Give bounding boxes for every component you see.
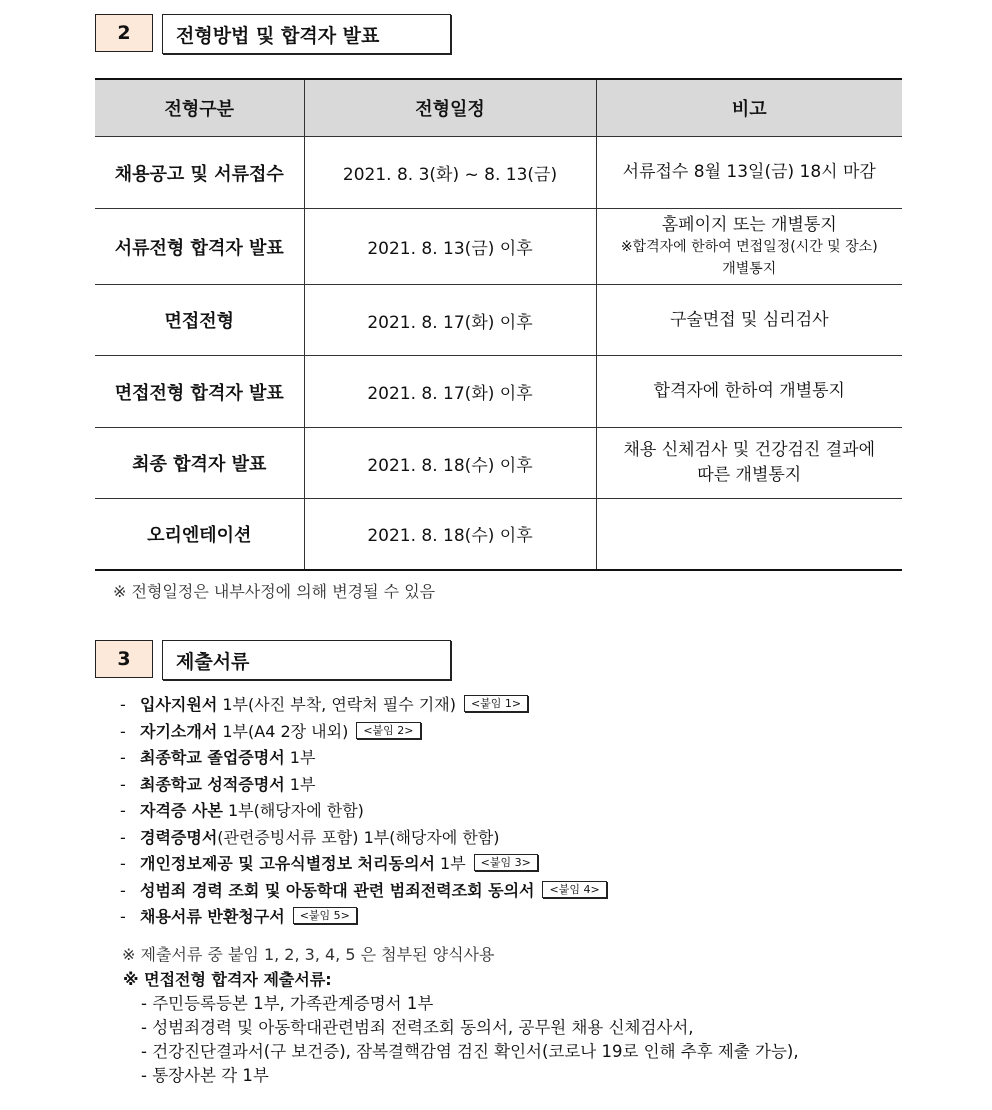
section-2-number: 2	[95, 14, 153, 52]
column-header-schedule: 전형일정	[304, 79, 596, 137]
list-item: - 성범죄경력 및 아동학대관련범죄 전력조회 동의서, 공무원 채용 신체검사서,	[141, 1018, 694, 1037]
table-row	[95, 209, 902, 285]
section-3-number: 3	[95, 640, 153, 678]
attachment-tag: <붙임 4>	[542, 881, 606, 898]
attachment-tag: <붙임 5>	[293, 907, 357, 924]
document-detail: 1부	[284, 774, 316, 794]
list-bullet: -	[120, 854, 126, 873]
list-item	[120, 878, 607, 905]
document-name: 개인정보제공 및 고유식별정보 처리동의서	[140, 854, 435, 873]
row-note-line: 채용 신체검사 및 건강검진 결과에	[623, 440, 876, 460]
row-category: 면접전형 합격자 발표	[95, 356, 304, 428]
column-header-category: 전형구분	[95, 79, 304, 137]
interview-documents-title: ※ 면접전형 합격자 제출서류:	[123, 970, 332, 989]
row-category: 최종 합격자 발표	[95, 428, 304, 499]
list-item	[120, 719, 607, 746]
row-schedule: 2021. 8. 13(금) 이후	[304, 209, 596, 285]
list-item	[120, 825, 607, 852]
document-name: 자격증 사본	[140, 801, 223, 820]
list-bullet: -	[120, 774, 126, 794]
attachment-note: ※ 제출서류 중 붙임 1, 2, 3, 4, 5 은 첨부된 양식사용	[122, 945, 495, 964]
row-note	[596, 209, 902, 285]
list-item	[120, 745, 607, 772]
row-category: 서류전형 합격자 발표	[95, 209, 304, 285]
required-documents-list	[120, 692, 607, 931]
document-detail: 1부(A4 2장 내외)	[217, 721, 349, 741]
document-detail: 1부(해당자에 한함)	[222, 801, 364, 820]
document-name: 입사지원서	[140, 695, 218, 714]
list-bullet: -	[120, 748, 126, 767]
document-detail: 1부	[434, 854, 466, 873]
section-2-title: 전형방법 및 합격자 발표	[162, 14, 451, 54]
row-note-line: 따른 개별통지	[697, 465, 802, 485]
attachment-tag: <붙임 2>	[356, 722, 420, 739]
list-bullet: -	[120, 907, 126, 926]
list-bullet: -	[120, 721, 126, 741]
list-item: - 주민등록등본 1부, 가족관계증명서 1부	[141, 994, 434, 1013]
section-3-title: 제출서류	[162, 640, 451, 680]
attachment-tag: <붙임 1>	[464, 695, 528, 712]
list-item: - 건강진단결과서(구 보건증), 잠복결핵감염 검진 확인서(코로나 19로 인해 추후 제출 가능),	[141, 1042, 799, 1061]
row-schedule: 2021. 8. 18(수) 이후	[304, 428, 596, 499]
document-name: 경력증명서	[140, 827, 218, 847]
schedule-footnote: ※ 전형일정은 내부사정에 의해 변경될 수 있음	[113, 582, 436, 601]
list-item	[120, 904, 607, 931]
row-note-small-line: 개별통지	[722, 260, 777, 277]
document-detail: 1부(사진 부착, 연락처 필수 기재)	[217, 695, 456, 714]
list-bullet: -	[120, 827, 126, 847]
row-category: 채용공고 및 서류접수	[95, 137, 304, 209]
row-note	[596, 356, 902, 428]
table-header-row	[95, 79, 902, 137]
row-schedule: 2021. 8. 17(화) 이후	[304, 285, 596, 356]
row-note-line: 서류접수 8월 13일(금) 18시 마감	[622, 162, 876, 182]
column-header-note: 비고	[596, 79, 902, 137]
schedule-table	[95, 78, 902, 571]
row-schedule: 2021. 8. 17(화) 이후	[304, 356, 596, 428]
row-note-line: 홈페이지 또는 개별통지	[661, 214, 837, 235]
document-name: 최종학교 졸업증명서	[140, 748, 285, 767]
table-row	[95, 285, 902, 356]
attachment-tag: <붙임 3>	[474, 854, 538, 871]
list-item	[120, 692, 607, 719]
list-item	[120, 772, 607, 799]
document-detail: (관련증빙서류 포함) 1부(해당자에 한함)	[217, 827, 500, 847]
list-bullet: -	[120, 695, 126, 714]
list-item: - 통장사본 각 1부	[141, 1066, 269, 1085]
table-row	[95, 499, 902, 570]
list-bullet: -	[120, 801, 126, 820]
row-schedule: 2021. 8. 3(화) ~ 8. 13(금)	[304, 137, 596, 209]
row-note	[596, 285, 902, 356]
list-bullet: -	[120, 880, 126, 900]
list-item	[120, 798, 607, 825]
document-name: 성범죄 경력 조회 및 아동학대 관련 범죄전력조회 동의서	[140, 880, 535, 900]
row-category: 오리엔테이션	[95, 499, 304, 570]
row-category: 면접전형	[95, 285, 304, 356]
row-note-line: 합격자에 한하여 개별통지	[653, 381, 845, 401]
table-row	[95, 428, 902, 499]
table-row	[95, 356, 902, 428]
interview-documents-list	[141, 992, 799, 1088]
row-note	[596, 499, 902, 570]
row-note	[596, 428, 902, 499]
list-item	[120, 851, 607, 878]
row-note-small-line: ※합격자에 한하여 면접일정(시간 및 장소)	[620, 238, 878, 255]
row-note	[596, 137, 902, 209]
document-detail: 1부	[284, 748, 316, 767]
document-name: 최종학교 성적증명서	[140, 774, 285, 794]
table-row	[95, 137, 902, 209]
row-schedule: 2021. 8. 18(수) 이후	[304, 499, 596, 570]
row-note-line: 구술면접 및 심리검사	[669, 309, 829, 330]
document-name: 채용서류 반환청구서	[140, 907, 285, 926]
document-name: 자기소개서	[140, 721, 218, 741]
